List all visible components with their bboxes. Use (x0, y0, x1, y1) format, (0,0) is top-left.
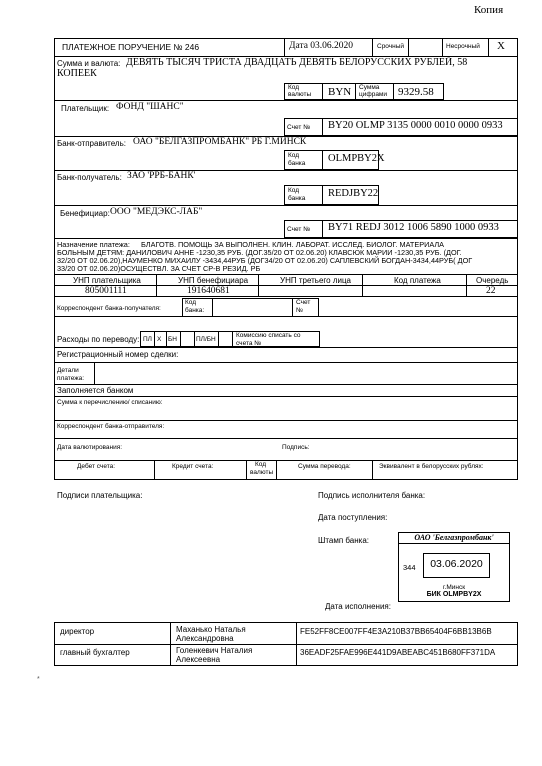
details-label-2: платежа: (57, 375, 84, 382)
beneficiary-label: Бенефициар: (60, 209, 110, 218)
corr-bank-code-label-2: банка: (185, 307, 205, 314)
stamp-number: 344 (403, 563, 416, 572)
signature-label: Подпись: (282, 444, 310, 451)
unp-payer-label: УНП плательщика (73, 276, 141, 285)
signer-role: директор (60, 627, 95, 636)
unp-third-label: УНП третьего лица (280, 276, 351, 285)
payer-account-label: Счет № (287, 124, 311, 131)
copy-label: Копия (474, 4, 504, 16)
unp-payer: 805001111 (85, 286, 127, 296)
purpose-line-4: 33/20 ОТ 02.06.20)ОСУЩЕСТВЛ. ЗА СЧЕТ СР-В РЕЗИД. РБ (57, 264, 261, 273)
page-title: ПЛАТЕЖНОЕ ПОРУЧЕНИЕ № 246 (62, 42, 200, 52)
sender-bank-code: OLMPBY2X (328, 153, 385, 164)
payer-name: ФОНД "ШАНС" (116, 102, 184, 112)
signer-hash: FE52FF8CE007FF4E3A210B37BB65404F6BB13B6B (300, 627, 492, 636)
expenses-x: X (157, 336, 162, 343)
receiver-bank-label: Банк-получатель: (57, 173, 122, 182)
payer-label: Плательщик: (61, 104, 110, 113)
urgent-label: Срочный (377, 43, 405, 50)
signer-name-1: Маханько Наталья (176, 625, 246, 634)
receiver-bank-name: ЗАО 'РРБ-БАНК' (127, 171, 196, 181)
correspondent-sender-label: Корреспондент банка-отправителя: (57, 423, 165, 430)
stamp-date: 03.06.2020 (430, 558, 483, 570)
currency-code-label-2: валюты (288, 91, 312, 98)
bank-stamp-label: Штамп банка: (318, 536, 370, 545)
receiver-bank-code-label-2: банка (288, 195, 306, 202)
corr-bank-code-label-1: Код (185, 299, 197, 306)
sum-transfer-label: Сумма к перечислению/ списанию: (57, 399, 163, 406)
equivalent-label: Эквивалент в белорусских рублях: (379, 463, 484, 470)
correspondent-label: Корреспондент банка-получателя: (57, 305, 161, 312)
amount-label: Сумма и валюта: (57, 59, 121, 68)
details-label-1: Детали (57, 367, 79, 374)
digits-label-2: цифрами (359, 91, 388, 98)
sender-bank-name: ОАО "БЕЛГАЗПРОМБАНК" РБ Г.МИНСК (133, 137, 307, 147)
digits-label-1: Сумма (359, 84, 380, 91)
currency-code-label-1: Код (288, 84, 300, 91)
signer-role: главный бухгалтер (60, 648, 130, 657)
corr-account-label-2: № (296, 307, 303, 314)
purpose-line-3: 32/20 ОТ 02.06.20),НАУМЕНКО МИХАИЛУ -3434,44РУБ (ДОГ34/20 ОТ 02.06.20) САПЛЕВСКИЙ БОГДАН-3434,44РУБ( ДОГ (57, 256, 473, 265)
purpose-line-2: БОЛЬНЫМ ДЕТЯМ: ДАНИЛОВИЧ АННЕ -1230,35 РУБ. (ДОГ.35/20 ОТ 02.06.20) КЛАВСЮК МАРИИ -1230,35 РУБ. (ДОГ. (57, 248, 462, 257)
expenses-bn: БН (168, 336, 177, 343)
unp-beneficiary-label: УНП бенефициара (178, 276, 249, 285)
execution-date-label: Дата исполнения: (325, 602, 391, 611)
nonurgent-mark: X (497, 40, 505, 52)
sender-bank-code-label-2: банка (288, 160, 306, 167)
beneficiary-account: BY71 REDJ 3012 1006 5890 1000 0933 (328, 222, 499, 233)
bank-executor-signature-label: Подпись исполнителя банка: (318, 491, 426, 500)
signer-name-1: Голенкевич Наталия (176, 646, 253, 655)
payer-account: BY20 OLMP 3135 0000 0010 0000 0933 (328, 120, 503, 131)
queue-label: Очередь (476, 276, 509, 285)
credit-label: Кредит счета: (172, 463, 214, 470)
transfer-sum-label: Сумма перевода: (298, 463, 351, 470)
queue-value: 22 (486, 286, 496, 296)
currency-code-col-1: Код (255, 461, 267, 468)
footnote-mark: * (37, 676, 40, 683)
registration-label: Регистрационный номер сделки: (57, 350, 179, 359)
expenses-pl: ПЛ (143, 336, 152, 343)
receipt-date-label: Дата поступления: (318, 513, 388, 522)
expenses-plbn: ПЛ/БН (196, 336, 216, 343)
sender-bank-label: Банк-отправитель: (57, 139, 126, 148)
amount-words-2: КОПЕЕК (57, 68, 97, 79)
stamp-bank-name: ОАО 'Белгазпромбанк' (414, 533, 494, 542)
commission-label-2: счета № (236, 340, 262, 347)
expenses-label: Расходы по переводу: (57, 335, 140, 344)
purpose-label: Назначение платежа: (57, 240, 130, 249)
payment-code-label: Код платежа (394, 276, 441, 285)
purpose-line-1: БЛАГОТВ. ПОМОЩЬ ЗА ВЫПОЛНЕН. КЛИН. ЛАБОРАТ. ИССЛЕД. БИОЛОГ. МАТЕРИАЛА (141, 240, 445, 249)
signer-hash: 36EADF25FAE996E441D9ABEABC451B680FF371DA (300, 648, 496, 657)
amount-digits: 9329.58 (398, 86, 434, 98)
stamp-bic: БИК OLMPBY2X (426, 591, 482, 598)
bank-filled-label: Заполняется банком (57, 386, 134, 395)
corr-account-label-1: Счет (296, 299, 311, 306)
signer-name-2: Александровна (176, 634, 234, 643)
stamp-city: г.Минск (442, 584, 466, 591)
value-date-label: Дата валютирования: (57, 444, 123, 451)
beneficiary-account-label: Счет № (287, 226, 311, 233)
commission-label-1: Комиссию списать со (236, 332, 301, 339)
signer-name-2: Алексеевна (176, 655, 221, 664)
sender-bank-code-label-1: Код (288, 152, 300, 159)
nonurgent-label: Несрочный (446, 43, 480, 50)
beneficiary-name: ООО "МЕДЭКС-ЛАБ" (110, 207, 203, 217)
currency-value: BYN (328, 86, 352, 98)
payer-signatures-label: Подписи плательщика: (57, 491, 143, 500)
order-date: Дата 03.06.2020 (289, 41, 354, 51)
amount-words-1: ДЕВЯТЬ ТЫСЯЧ ТРИСТА ДВАДЦАТЬ ДЕВЯТЬ БЕЛОРУССКИХ РУБЛЕЙ, 58 (126, 57, 468, 68)
debit-label: Дебет счета: (77, 463, 116, 470)
receiver-bank-code-label-1: Код (288, 187, 300, 194)
unp-beneficiary: 191640681 (187, 286, 230, 296)
currency-code-col-2: валюты (250, 469, 274, 476)
receiver-bank-code: REDJBY22 (328, 188, 379, 199)
